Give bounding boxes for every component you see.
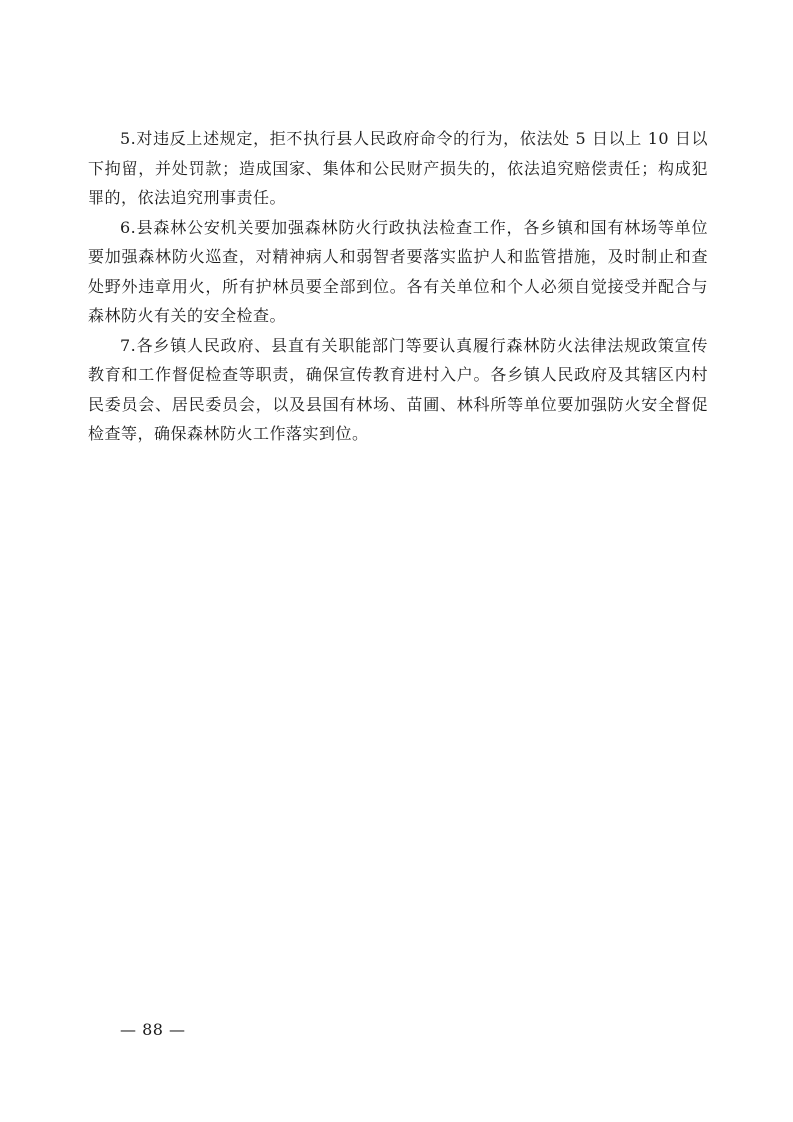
page-number: — 88 — (120, 1020, 186, 1039)
document-body (88, 124, 708, 449)
paragraph-item-5: 5.对违反上述规定，拒不执行县人民政府命令的行为，依法处 5 日以上 10 日以下拘留，并处罚款；造成国家、集体和公民财产损失的，依法追究赔偿责任；构成犯罪的，依法追究刑事责任。 (88, 129, 708, 207)
paragraph-item-6: 6.县森林公安机关要加强森林防火行政执法检查工作，各乡镇和国有林场等单位要加强森林防火巡查，对精神病人和弱智者要落实监护人和监管措施，及时制止和查处野外违章用火，所有护林员要全部到位。各有关单位和个人必须自觉接受并配合与森林防火有关的安全检查。 (88, 217, 708, 325)
paragraph-item-7: 7.各乡镇人民政府、县直有关职能部门等要认真履行森林防火法律法规政策宣传教育和工作督促检查等职责，确保宣传教育进村入户。各乡镇人民政府及其辖区内村民委员会、居民委员会，以及县国有林场、苗圃、林科所等单位要加强防火安全督促检查等，确保森林防火工作落实到位。 (88, 335, 708, 443)
